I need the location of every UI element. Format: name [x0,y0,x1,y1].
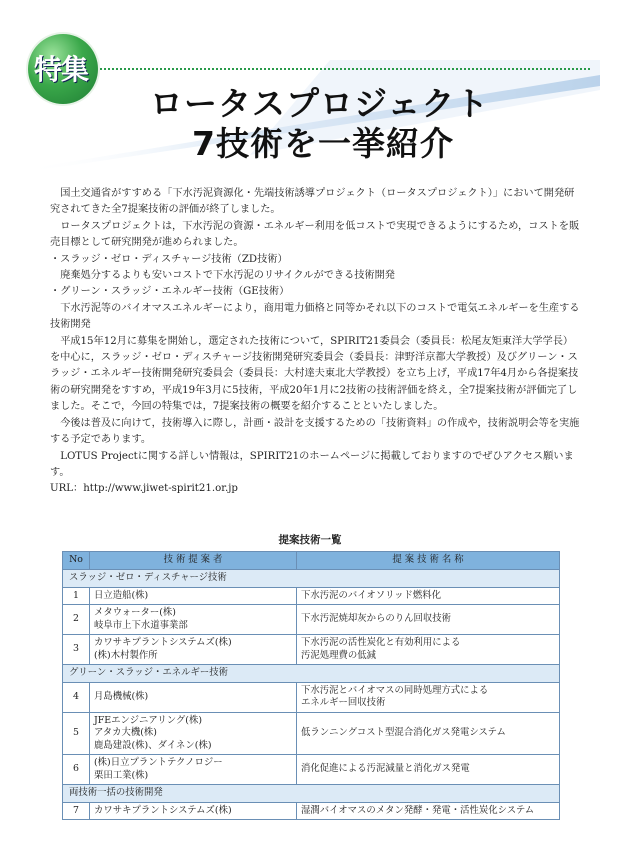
header-technology: 提 案 技 術 名 称 [297,552,560,570]
paragraph-future: 今後は普及に向けて，技術導入に際し，計画・設計を支援するための「技術資料」の作成や，技術説明会等を実施する予定であります。 [50,417,580,446]
table-row: 2 メタウォーター(株) 岐阜市上下水道事業部 下水汚泥焼却灰からのりん回収技術 [63,605,560,635]
bullet-zd: ・スラッジ・ゼロ・ディスチャージ技術（ZD技術） [50,253,288,265]
bullet-ge-desc: 下水汚泥等のバイオマスエネルギーにより，商用電力価格と同等かそれ以下のコストで電気エネルギーを生産する技術開発 [50,302,580,331]
paragraph-history: 平成15年12月に募集を開始し，選定された技術について，SPIRIT21委員会（委員長：松尾友矩東洋大学学長）を中心に，スラッジ・ゼロ・ディスチャージ技術開発研究委員会（委員長：津野洋京都大学教授）及びグリーン・スラッジ・エネルギー技術開発研究委員会（委員長：大村達夫東北大学教授）を立ち上げ，平成17年4月から各提案技術の研究開発をすすめ，平成19年3月に5技術，平成20年1月に2技術の技術評価を終え，全7提案技術が評価完了しました。そこで，今回の特集では，7提案技術の概要を紹介することといたしました。 [50,335,579,413]
page-title-line1: ロータスプロジェクト [150,84,490,123]
category-row: グリーン・スラッジ・エネルギー技術 [63,665,560,683]
table-row: 4 月島機械(株) 下水汚泥とバイオマスの同時処理方式による エネルギー回収技術 [63,682,560,712]
paragraph-purpose: ロータスプロジェクトは，下水汚泥の資源・エネルギー利用を低コストで実現できるようにするため，コストを販売目標として研究開発が進められました。 [50,220,580,249]
header-no: No [63,552,90,570]
category-row: スラッジ・ゼロ・ディスチャージ技術 [63,570,560,588]
feature-badge-label: 特集 [34,53,89,86]
table-header-row [63,552,560,570]
technology-table [62,551,560,820]
dotted-rule [100,68,590,70]
bullet-zd-desc: 廃棄処分するよりも安いコストで下水汚泥のリサイクルができる技術開発 [60,270,395,282]
category-row: 両技術一括の技術開発 [63,785,560,803]
page-title-line2: 7技術を一挙紹介 [192,124,454,163]
url-link[interactable]: URL：http://www.jiwet-spirit21.or.jp [50,483,238,495]
table-row: 6 (株)日立プラントテクノロジー 栗田工業(株) 消化促進による汚泥減量と消化ガス発電 [63,755,560,785]
table-row: 7 カワサキプラントシステムズ(株) 湿潤バイオマスのメタン発酵・発電・活性炭化システム [63,802,560,820]
paragraph-intro: 国土交通省がすすめる「下水汚泥資源化・先端技術誘導プロジェクト（ロータスプロジェクト）」において開発研究されてきた全7提案技術の評価が終了しました。 [50,188,575,216]
table-row: 5 JFEエンジニアリング(株) アタカ大機(株) 鹿島建設(株)、ダイネン(株) 低ランニングコスト型混合消化ガス発電システム [63,712,560,755]
article-body [50,186,580,498]
table-title: 提案技術一覧 [278,534,342,546]
paragraph-info: LOTUS Projectに関する詳しい情報は，SPIRIT21のホームページに掲載しておりますのでぜひアクセス願います。 [50,450,574,478]
header [0,0,620,180]
table-row: 1 日立造船(株) 下水汚泥のバイオソリッド燃料化 [63,587,560,605]
header-proposer: 技 術 提 案 者 [90,552,297,570]
table-row: 3 カワサキプラントシステムズ(株) (株)木村製作所 下水汚泥の活性炭化と有効利用による 汚泥処理費の低減 [63,635,560,665]
bullet-ge: ・グリーン・スラッジ・エネルギー技術（GE技術） [50,286,290,298]
